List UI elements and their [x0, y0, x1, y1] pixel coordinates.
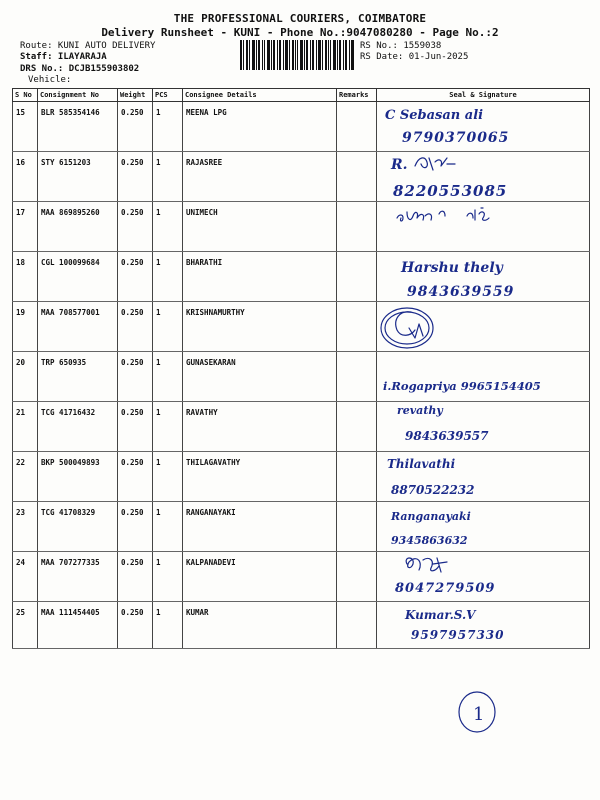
sno-cell: 19 — [13, 302, 38, 352]
pcs-cell: 1 — [153, 502, 183, 552]
weight-cell: 0.250 — [118, 402, 153, 452]
handwritten-signature — [377, 252, 587, 304]
svg-text:9843639559: 9843639559 — [407, 284, 515, 300]
weight-cell: 0.250 — [118, 352, 153, 402]
col-header: S No — [13, 89, 38, 102]
pcs-cell: 1 — [153, 402, 183, 452]
staff-label: Staff: ILAYARAJA — [20, 52, 107, 62]
sno-cell: 15 — [13, 102, 38, 152]
signature-cell — [377, 552, 590, 602]
remarks-cell — [337, 502, 377, 552]
table-row — [13, 202, 590, 252]
svg-text:9790370065: 9790370065 — [402, 130, 510, 146]
remarks-cell — [337, 302, 377, 352]
signature-cell — [377, 252, 590, 302]
vehicle-label: Vehicle: — [28, 75, 72, 85]
sno-cell: 20 — [13, 352, 38, 402]
handwritten-signature — [377, 502, 587, 554]
remarks-cell — [337, 102, 377, 152]
signature-cell — [377, 402, 590, 452]
svg-text:8220553085: 8220553085 — [393, 182, 508, 200]
table-row — [13, 302, 590, 352]
pcs-cell: 1 — [153, 452, 183, 502]
handwritten-signature — [377, 352, 587, 404]
remarks-cell — [337, 252, 377, 302]
consignment-cell: MAA 111454405 — [38, 602, 118, 649]
svg-text:C Sebasan ali: C Sebasan ali — [385, 108, 484, 123]
weight-cell: 0.250 — [118, 552, 153, 602]
table-body — [13, 102, 590, 649]
sno-cell: 24 — [13, 552, 38, 602]
signature-cell — [377, 602, 590, 649]
remarks-cell — [337, 402, 377, 452]
table-row — [13, 502, 590, 552]
handwritten-page-number — [455, 690, 500, 735]
svg-text:9597957330: 9597957330 — [411, 628, 505, 642]
signature-cell — [377, 352, 590, 402]
remarks-cell — [337, 602, 377, 649]
consignee-cell: KALPANADEVI — [183, 552, 337, 602]
consignment-cell: BKP 500049893 — [38, 452, 118, 502]
consignment-cell: TCG 41716432 — [38, 402, 118, 452]
consignment-cell: MAA 869895260 — [38, 202, 118, 252]
sno-cell: 18 — [13, 252, 38, 302]
consignee-cell: KUMAR — [183, 602, 337, 649]
weight-cell: 0.250 — [118, 302, 153, 352]
consignee-cell: UNIMECH — [183, 202, 337, 252]
signature-cell — [377, 102, 590, 152]
consignee-cell: KRISHNAMURTHY — [183, 302, 337, 352]
svg-text:Thilavathi: Thilavathi — [387, 457, 456, 471]
remarks-cell — [337, 202, 377, 252]
consignee-cell: RAJASREE — [183, 152, 337, 202]
pcs-cell: 1 — [153, 202, 183, 252]
pcs-cell: 1 — [153, 602, 183, 649]
remarks-cell — [337, 452, 377, 502]
pcs-cell: 1 — [153, 552, 183, 602]
sno-cell: 22 — [13, 452, 38, 502]
table-row — [13, 602, 590, 649]
sno-cell: 16 — [13, 152, 38, 202]
table-row — [13, 152, 590, 202]
consignment-cell: MAA 708577001 — [38, 302, 118, 352]
table-row — [13, 352, 590, 402]
table-row — [13, 252, 590, 302]
svg-text:9345863632: 9345863632 — [391, 534, 468, 547]
handwritten-signature — [377, 302, 587, 354]
consignment-cell: BLR 585354146 — [38, 102, 118, 152]
svg-text:8870522232: 8870522232 — [391, 483, 475, 497]
svg-text:8047279509: 8047279509 — [395, 581, 496, 596]
table-row — [13, 402, 590, 452]
svg-text:Kumar.S.V: Kumar.S.V — [405, 608, 476, 622]
drs-number: DRS No.: DCJB155903802 — [20, 64, 140, 74]
col-header: Weight — [118, 89, 153, 102]
route-label: Route: KUNI AUTO DELIVERY — [20, 41, 156, 51]
company-title: THE PROFESSIONAL COURIERS, COIMBATORE — [173, 12, 427, 25]
handwritten-signature — [377, 552, 587, 604]
pcs-cell: 1 — [153, 102, 183, 152]
handwritten-signature — [377, 602, 587, 654]
barcode-image — [240, 40, 355, 70]
col-header: Consignment No — [38, 89, 118, 102]
handwritten-signature — [377, 452, 587, 504]
weight-cell: 0.250 — [118, 602, 153, 649]
svg-text:i.Rogapriya 9965154405: i.Rogapriya 9965154405 — [383, 379, 541, 393]
consignment-cell: STY 6151203 — [38, 152, 118, 202]
sno-cell: 21 — [13, 402, 38, 452]
remarks-cell — [337, 152, 377, 202]
table-header-row — [13, 89, 590, 102]
svg-text:9843639557: 9843639557 — [405, 429, 489, 443]
signature-cell — [377, 202, 590, 252]
weight-cell: 0.250 — [118, 452, 153, 502]
weight-cell: 0.250 — [118, 502, 153, 552]
pcs-cell: 1 — [153, 302, 183, 352]
consignment-cell: TCG 41708329 — [38, 502, 118, 552]
col-header: PCS — [153, 89, 183, 102]
sno-cell: 23 — [13, 502, 38, 552]
consignee-cell: RAVATHY — [183, 402, 337, 452]
weight-cell: 0.250 — [118, 102, 153, 152]
runsheet-table — [12, 88, 590, 649]
pcs-cell: 1 — [153, 352, 183, 402]
consignee-cell: MEENA LPG — [183, 102, 337, 152]
consignment-cell: TRP 650935 — [38, 352, 118, 402]
pcs-cell: 1 — [153, 252, 183, 302]
table-row — [13, 102, 590, 152]
remarks-cell — [337, 352, 377, 402]
svg-text:1: 1 — [473, 704, 485, 725]
svg-text:R.: R. — [391, 157, 408, 173]
consignment-cell: MAA 707277335 — [38, 552, 118, 602]
weight-cell: 0.250 — [118, 202, 153, 252]
signature-cell — [377, 152, 590, 202]
rs-date: RS Date: 01-Jun-2025 — [360, 52, 469, 62]
rs-number: RS No.: 1559038 — [360, 41, 442, 51]
sno-cell: 17 — [13, 202, 38, 252]
consignment-cell: CGL 100099684 — [38, 252, 118, 302]
handwritten-signature — [377, 102, 587, 154]
handwritten-signature — [377, 152, 587, 204]
signature-cell — [377, 502, 590, 552]
svg-text:Ranganayaki: Ranganayaki — [391, 510, 471, 523]
pcs-cell: 1 — [153, 152, 183, 202]
weight-cell: 0.250 — [118, 252, 153, 302]
sno-cell: 25 — [13, 602, 38, 649]
handwritten-signature — [377, 202, 587, 254]
signature-cell — [377, 302, 590, 352]
signature-cell — [377, 452, 590, 502]
handwritten-signature — [377, 402, 587, 454]
consignee-cell: GUNASEKARAN — [183, 352, 337, 402]
table-row — [13, 552, 590, 602]
remarks-cell — [337, 552, 377, 602]
svg-text:revathy: revathy — [397, 404, 443, 417]
col-header: Consignee Details — [183, 89, 337, 102]
consignee-cell: THILAGAVATHY — [183, 452, 337, 502]
col-header: Seal & Signature — [377, 89, 590, 102]
table-row — [13, 452, 590, 502]
consignee-cell: BHARATHI — [183, 252, 337, 302]
consignee-cell: RANGANAYAKI — [183, 502, 337, 552]
svg-text:Harshu thely: Harshu thely — [401, 260, 503, 276]
runsheet-subtitle: Delivery Runsheet - KUNI - Phone No.:9047080280 - Page No.:2 — [101, 26, 499, 39]
weight-cell: 0.250 — [118, 152, 153, 202]
col-header: Remarks — [337, 89, 377, 102]
